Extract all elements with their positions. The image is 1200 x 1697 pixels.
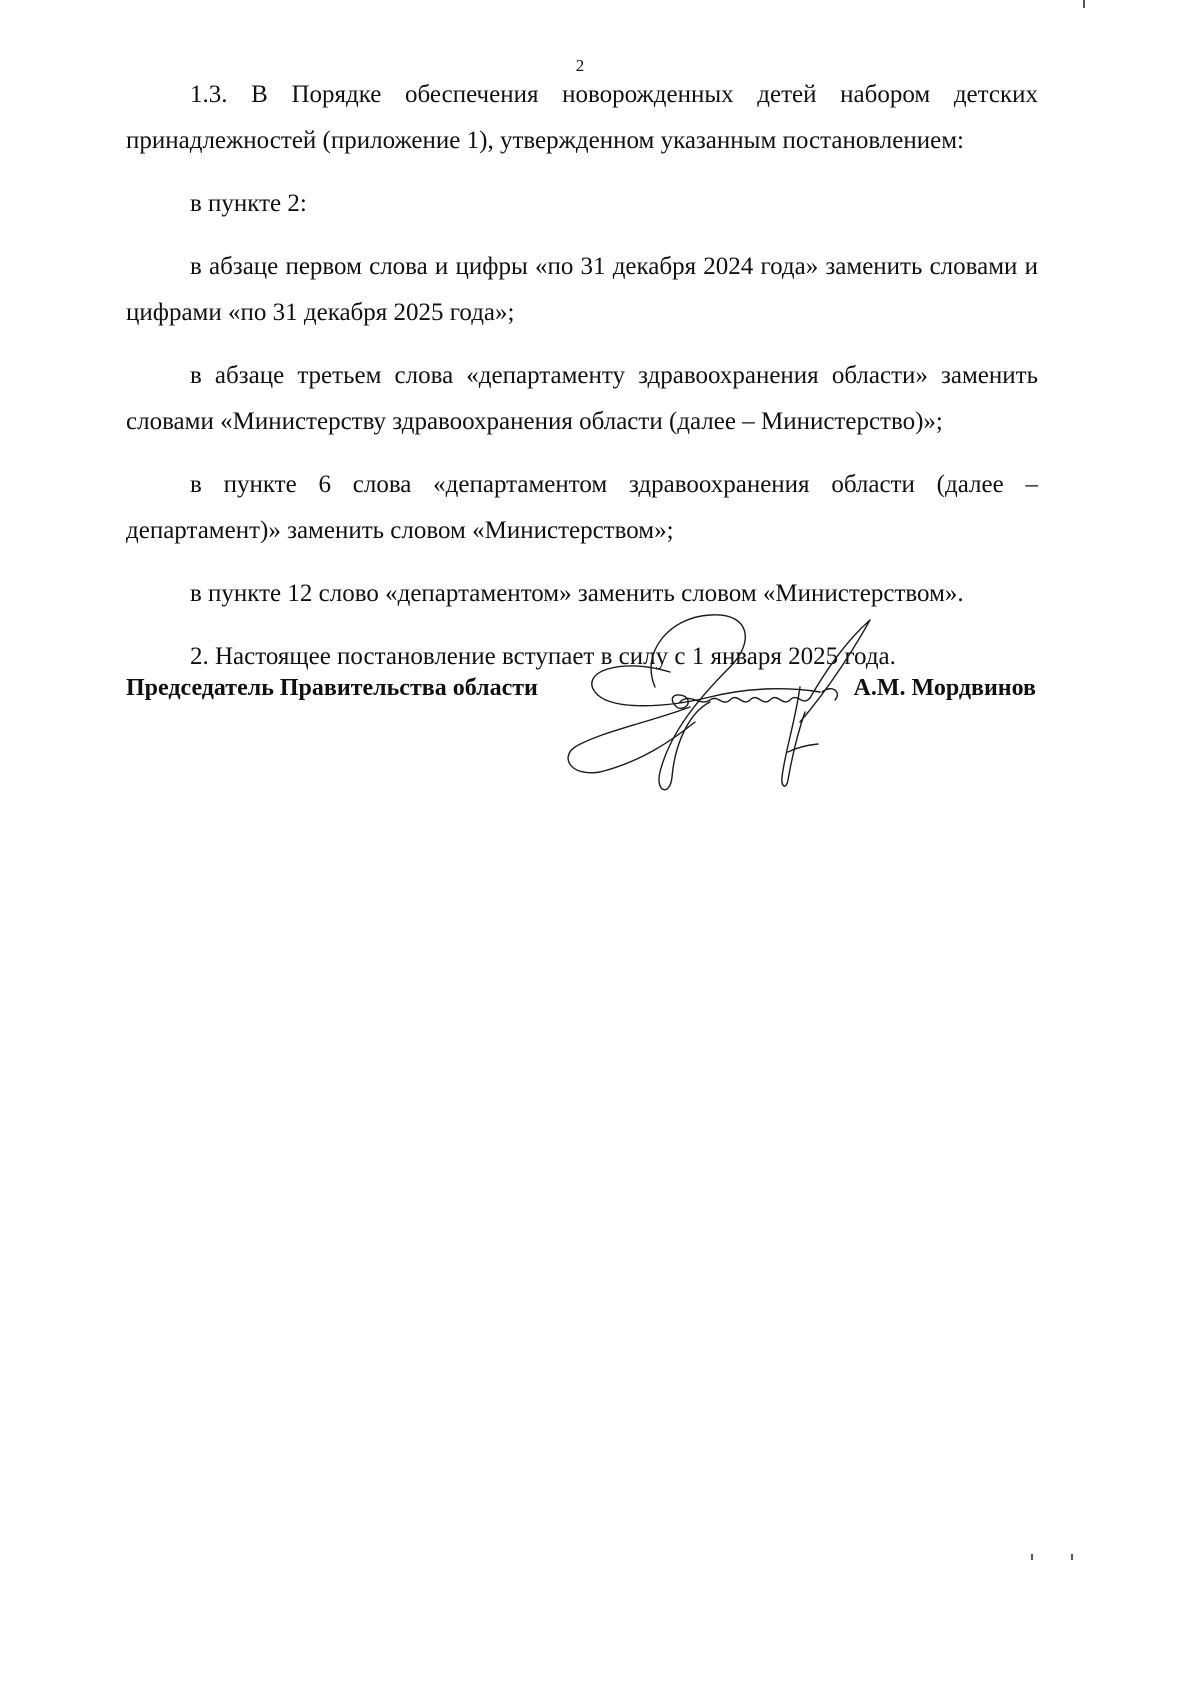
- paragraph-1-3: 1.3. В Порядке обеспечения новорожденных детей набором детских принадлежностей (приложение 1), утвержденном указанным постановлением:: [126, 81, 1038, 154]
- page-number: 2: [575, 56, 585, 75]
- paragraph-point-6: в пункте 6 слова «департаментом здравоохранения области (далее – департамент)» заменить словом «Министерством»;: [126, 471, 1038, 544]
- signer-name: А.М. Мордвинов: [853, 675, 1036, 701]
- paragraph-point-12: в пункте 12 слово «департаментом» заменить словом «Министерством».: [190, 580, 964, 607]
- scan-mark-bottom-right: [1071, 1554, 1073, 1560]
- scan-mark-top-right: [1083, 0, 1085, 8]
- paragraph-third-abzac: в абзаце третьем слова «департаменту здравоохранения области» заменить словами «Министерству здравоохранения области (далее – Министерство)»;: [126, 362, 1038, 435]
- paragraph-point-2: в пункте 2:: [190, 190, 307, 217]
- scan-mark-bottom-right-2: [1031, 1554, 1033, 1560]
- paragraph-first-abzac: в абзаце первом слова и цифры «по 31 декабря 2024 года» заменить словами и цифрами «по 31 декабря 2025 года»;: [126, 253, 1038, 326]
- document-body: [126, 72, 1038, 697]
- paragraph-effective-date: 2. Настоящее постановление вступает в силу с 1 января 2025 года.: [190, 643, 896, 670]
- handwritten-signature: [560, 612, 890, 802]
- signer-position: Председатель Правительства области: [126, 675, 538, 701]
